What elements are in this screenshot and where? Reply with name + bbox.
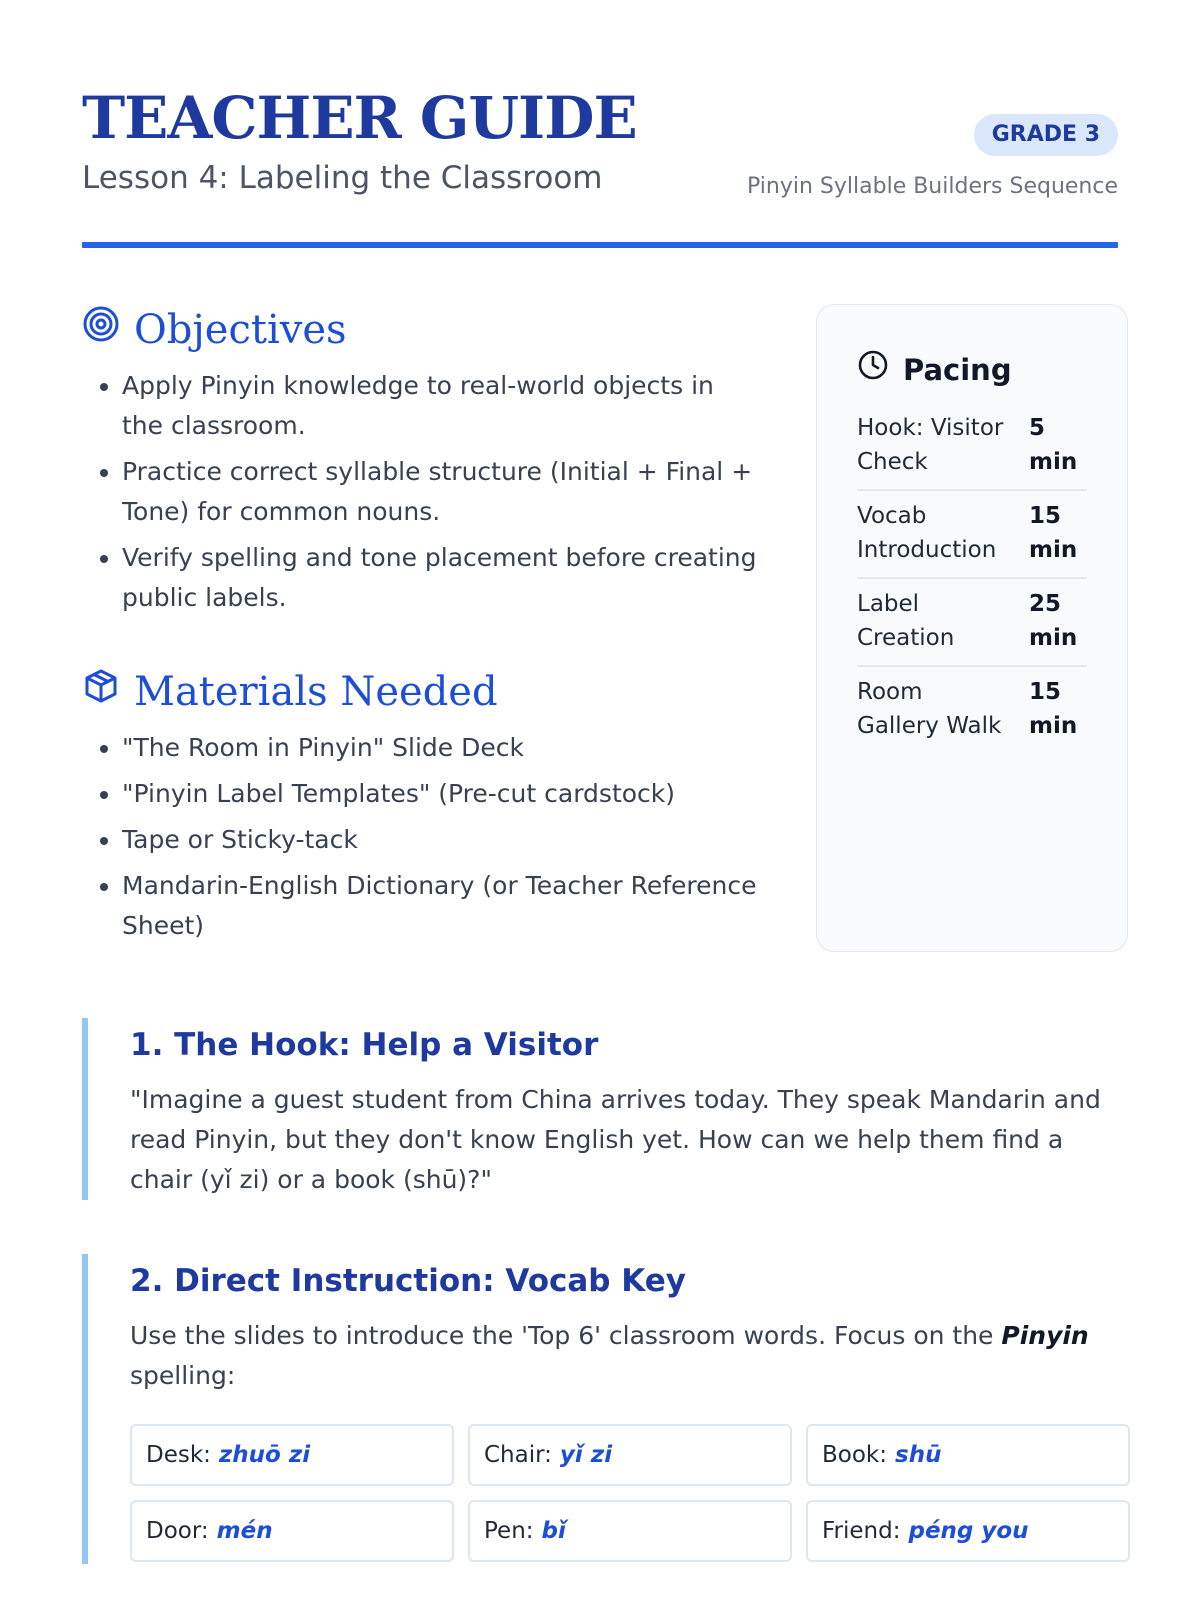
pacing-row: [857, 491, 1087, 579]
list-item: • "Pinyin Label Templates" (Pre-cut cardstock): [122, 774, 762, 814]
vocab-label: Friend:: [822, 1518, 901, 1544]
pacing-activity: Label Creation: [857, 591, 955, 651]
vocab-label: Chair:: [484, 1442, 552, 1468]
pacing-row: [857, 667, 1087, 753]
step-hook-text: "Imagine a guest student from China arrives today. They speak Mandarin and read Pinyin, but they don't know English yet. How can we help them find a chair (yǐ zi) or a book (shū)?": [130, 1085, 1101, 1194]
list-item: • Verify spelling and tone placement before creating public labels.: [122, 538, 762, 618]
vocab-label: Book:: [822, 1442, 887, 1468]
target-icon: [82, 304, 120, 356]
step-instruction-heading: 2. Direct Instruction: Vocab Key: [130, 1263, 686, 1299]
objectives-heading-text: Objectives: [134, 307, 347, 353]
materials-heading: [82, 666, 762, 718]
vocab-pinyin: bǐ: [541, 1518, 566, 1544]
vocab-card: [806, 1500, 1130, 1562]
instruction-text-emphasis: Pinyin: [1001, 1321, 1089, 1350]
step-instruction-text: [130, 1316, 1128, 1396]
vocab-pinyin: shū: [895, 1442, 942, 1468]
objectives-heading: [82, 304, 762, 356]
pacing-heading: [857, 349, 1087, 391]
box-icon: [82, 666, 120, 718]
grade-badge: GRADE 3: [974, 114, 1118, 156]
step-hook-heading: 1. The Hook: Help a Visitor: [130, 1027, 599, 1063]
list-item: • Practice correct syllable structure (Initial + Final + Tone) for common nouns.: [122, 452, 762, 532]
header: [82, 82, 1118, 246]
vocab-card: [130, 1500, 454, 1562]
pacing-activity: Hook: Visitor Check: [857, 415, 1004, 475]
vocab-card: [806, 1424, 1130, 1486]
vocab-pinyin: yǐ zi: [559, 1442, 613, 1468]
pacing-time: 15 min: [1029, 503, 1078, 563]
pacing-row: [857, 403, 1087, 491]
list-item: • Apply Pinyin knowledge to real-world objects in the classroom.: [122, 366, 762, 446]
vocab-pinyin: péng you: [908, 1518, 1029, 1544]
header-divider: [82, 242, 1118, 248]
materials-list: [82, 728, 762, 946]
list-item: • "The Room in Pinyin" Slide Deck: [122, 728, 762, 768]
materials-section: [82, 666, 762, 952]
page-title: TEACHER GUIDE: [82, 84, 637, 152]
list-item: • Mandarin-English Dictionary (or Teacher Reference Sheet): [122, 866, 762, 946]
objectives-list: [82, 366, 762, 618]
objectives-section: [82, 304, 762, 624]
instruction-text-start: Use the slides to introduce the 'Top 6' classroom words. Focus on the: [130, 1321, 1002, 1350]
lesson-subtitle: Lesson 4: Labeling the Classroom: [82, 160, 603, 196]
pacing-card: [816, 304, 1128, 952]
vocab-card: [130, 1424, 454, 1486]
pacing-activity: Room Gallery Walk: [857, 679, 1002, 739]
vocab-label: Door:: [146, 1518, 209, 1544]
vocab-pinyin: mén: [216, 1518, 273, 1544]
pacing-time: 25 min: [1029, 591, 1078, 651]
pacing-time: 5 min: [1029, 415, 1078, 475]
vocab-grid: [130, 1424, 1130, 1562]
vocab-card: [468, 1500, 792, 1562]
vocab-pinyin: zhuō zi: [218, 1442, 311, 1468]
pacing-activity: Vocab Introduction: [857, 503, 997, 563]
pacing-heading-text: Pacing: [903, 353, 1012, 387]
step-hook: [82, 1018, 1128, 1200]
sequence-name: Pinyin Syllable Builders Sequence: [747, 174, 1118, 199]
vocab-card: [468, 1424, 792, 1486]
vocab-label: Pen:: [484, 1518, 534, 1544]
pacing-row: [857, 579, 1087, 667]
pacing-time: 15 min: [1029, 679, 1078, 739]
step-direct-instruction: [82, 1254, 1128, 1564]
clock-icon: [857, 349, 889, 391]
list-item: • Tape or Sticky-tack: [122, 820, 762, 860]
instruction-text-end: spelling:: [130, 1361, 236, 1390]
vocab-label: Desk:: [146, 1442, 211, 1468]
materials-heading-text: Materials Needed: [134, 669, 498, 715]
